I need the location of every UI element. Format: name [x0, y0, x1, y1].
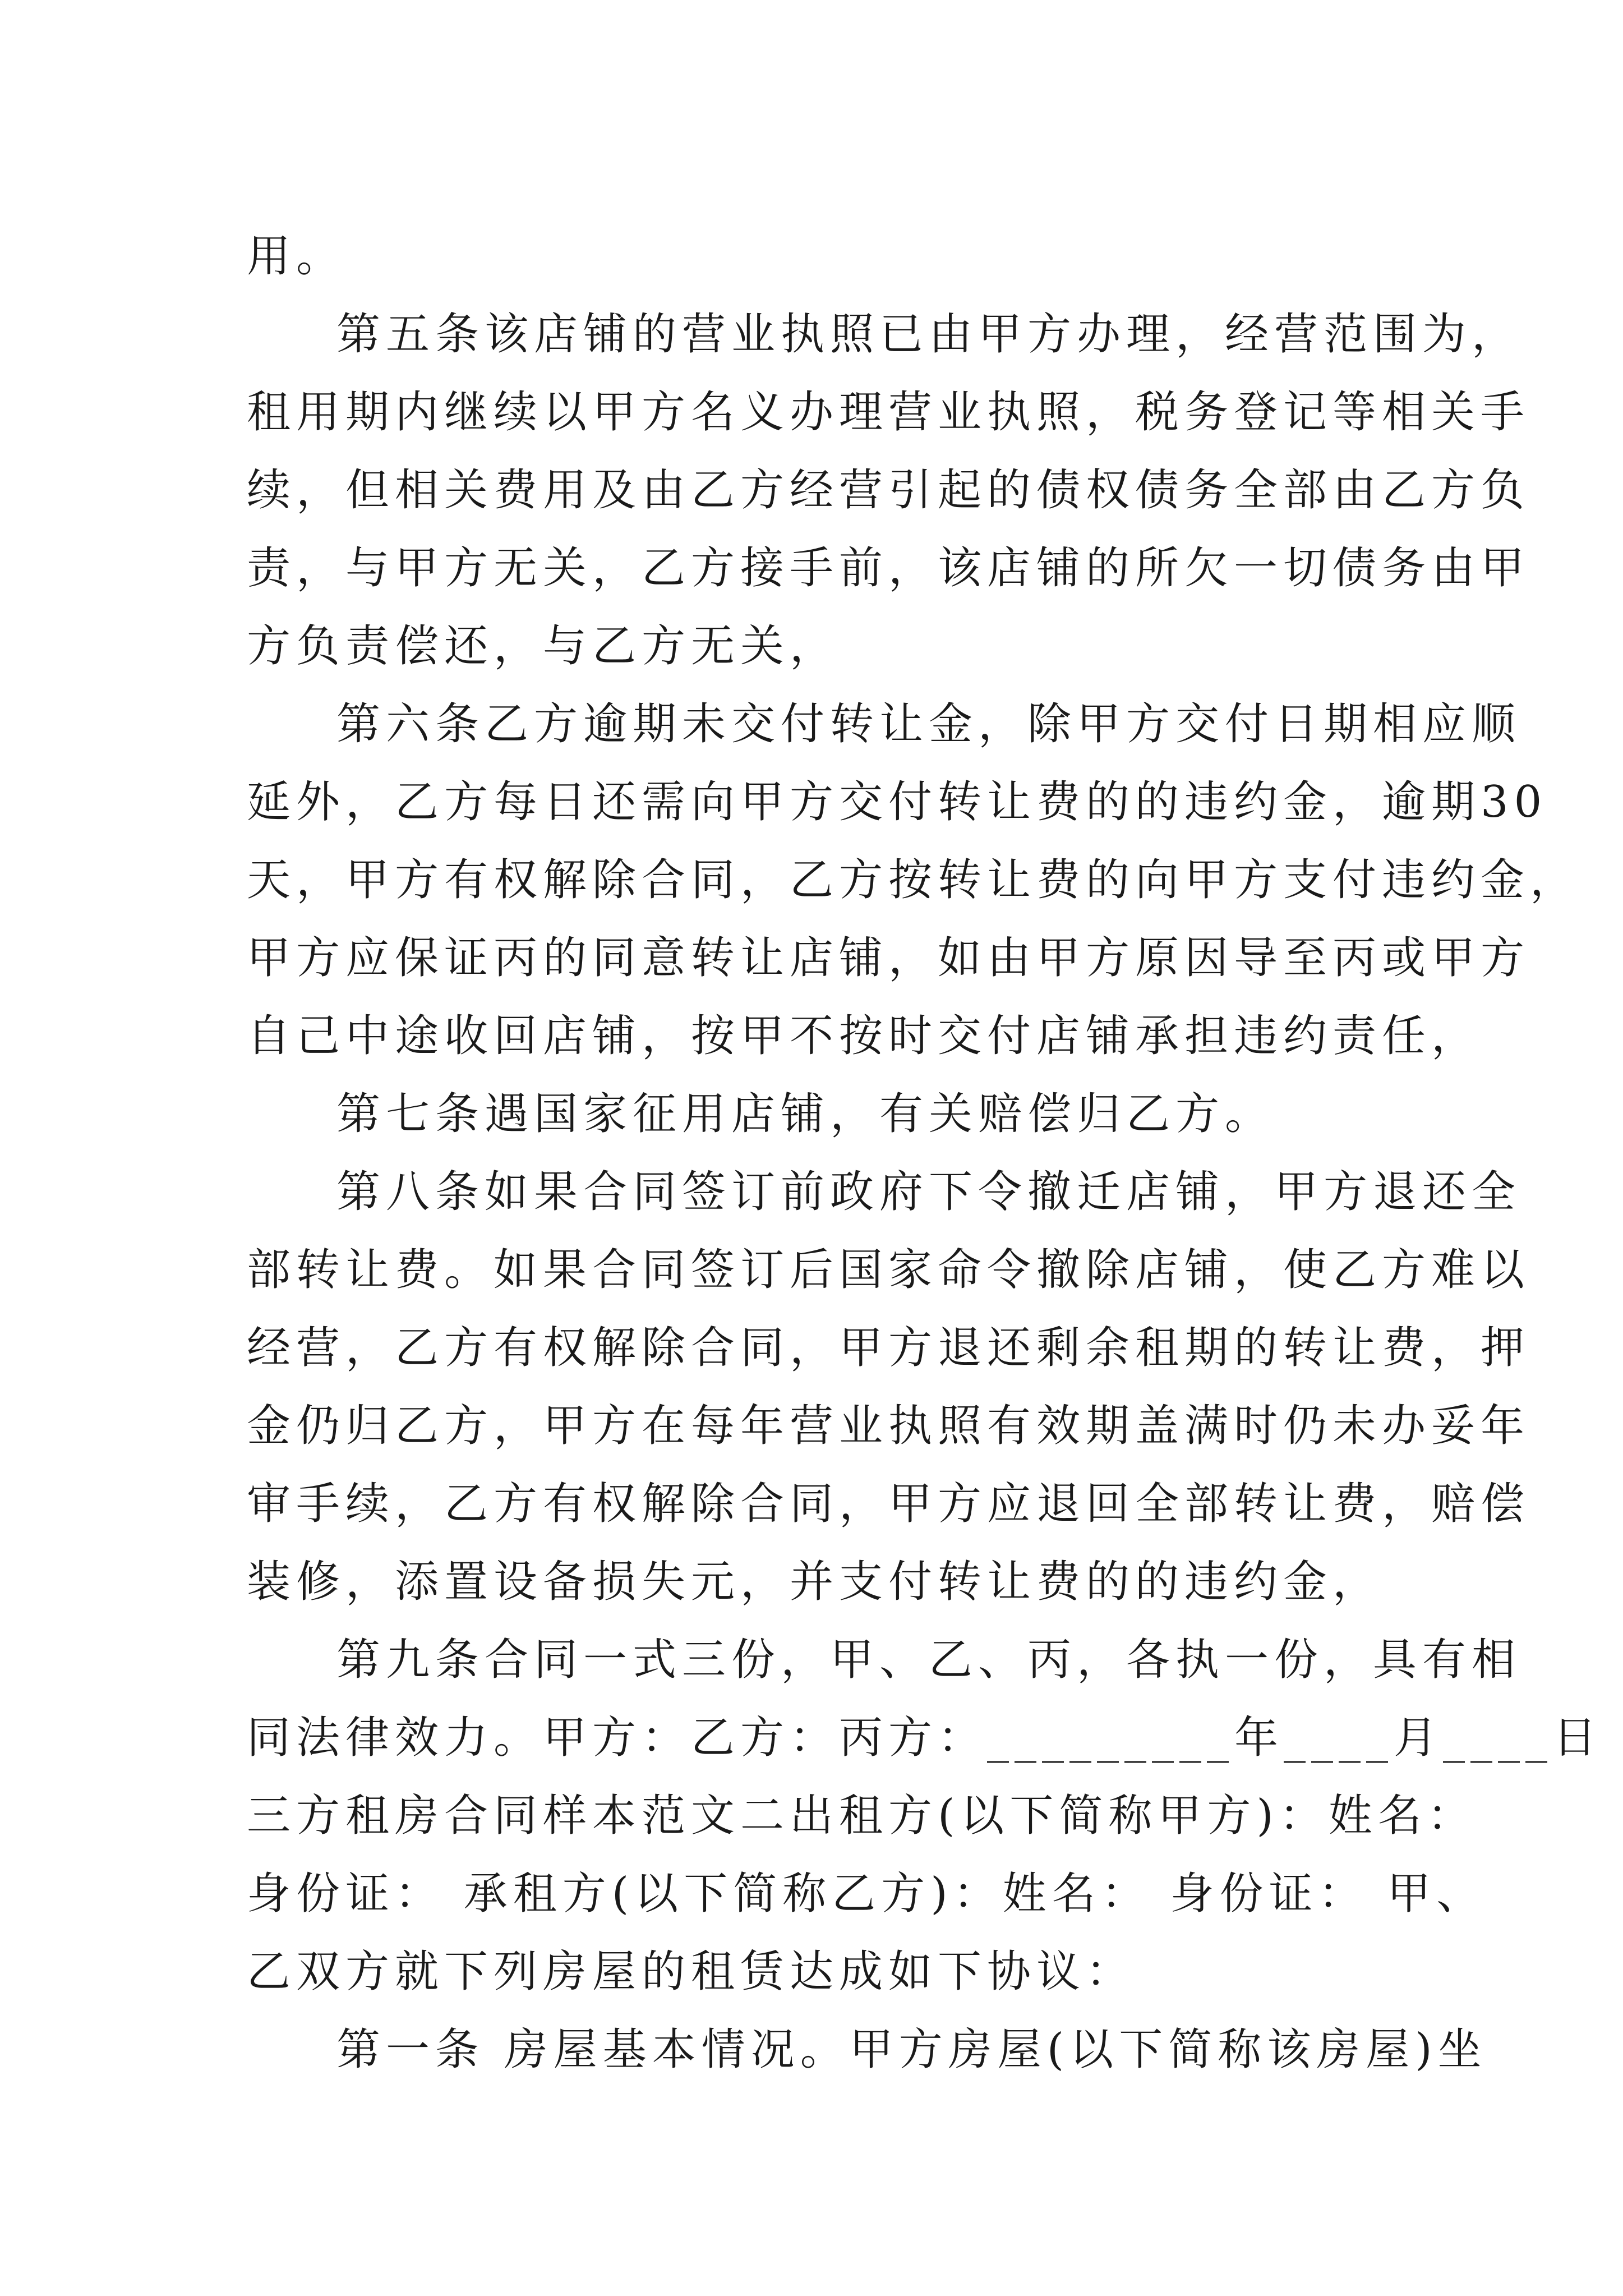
text-line: 金仍归乙方，甲方在每年营业执照有效期盖满时仍未办妥年: [247, 1401, 1530, 1451]
paragraph-article-8: 第八条如果合同签订前政府下令撤迁店铺，甲方退还全: [336, 1167, 1521, 1217]
text-line: 装修，添置设备损失元，并支付转让费的的违约金，: [247, 1557, 1382, 1607]
paragraph-article-1: 第一条 房屋基本情况。甲方房屋(以下简称该房屋)坐: [336, 2024, 1487, 2075]
paragraph-article-9: 第九条合同一式三份，甲、乙、丙，各执一份，具有相: [336, 1635, 1521, 1685]
text-line: 部转让费。如果合同签订后国家命令撤除店铺，使乙方难以: [247, 1245, 1530, 1295]
text-line: 审手续，乙方有权解除合同，甲方应退回全部转让费，赔偿: [247, 1479, 1530, 1529]
text-line: 经营，乙方有权解除合同，甲方退还剩余租期的转让费，押: [247, 1323, 1530, 1373]
text-line: 用。: [247, 231, 346, 282]
text-line: 身份证： 承租方(以下简称乙方)：姓名： 身份证： 甲、: [247, 1869, 1486, 1919]
paragraph-article-6: 第六条乙方逾期未交付转让金，除甲方交付日期相应顺: [336, 699, 1521, 749]
text-line: 乙双方就下列房屋的租赁达成如下协议：: [247, 1947, 1136, 1997]
text-line: 自己中途收回店铺，按甲不按时交付店铺承担违约责任，: [247, 1011, 1481, 1061]
text-line: 租用期内继续以甲方名义办理营业执照，税务登记等相关手: [247, 387, 1530, 438]
paragraph-article-7: 第七条遇国家征用店铺，有关赔偿归乙方。: [336, 1089, 1275, 1139]
text-line: 天，甲方有权解除合同，乙方按转让费的向甲方支付违约金，: [247, 855, 1580, 905]
paragraph-article-5: 第五条该店铺的营业执照已由甲方办理，经营范围为，: [336, 309, 1521, 360]
text-line: 同法律效力。甲方：乙方：丙方：_________年____月____日: [247, 1713, 1603, 1763]
text-line: 续，但相关费用及由乙方经营引起的债权债务全部由乙方负: [247, 465, 1530, 516]
contract-text: [247, 218, 1603, 2089]
text-line: 延外，乙方每日还需向甲方交付转让费的的违约金，逾期30: [247, 777, 1548, 827]
text-line: 责，与甲方无关，乙方接手前，该店铺的所欠一切债务由甲: [247, 543, 1530, 593]
text-line: 方负责偿还，与乙方无关，: [247, 621, 840, 671]
text-line: 三方租房合同样本范文二出租方(以下简称甲方)：姓名：: [247, 1791, 1477, 1841]
text-line: 甲方应保证丙的同意转让店铺，如由甲方原因导至丙或甲方: [247, 933, 1530, 983]
